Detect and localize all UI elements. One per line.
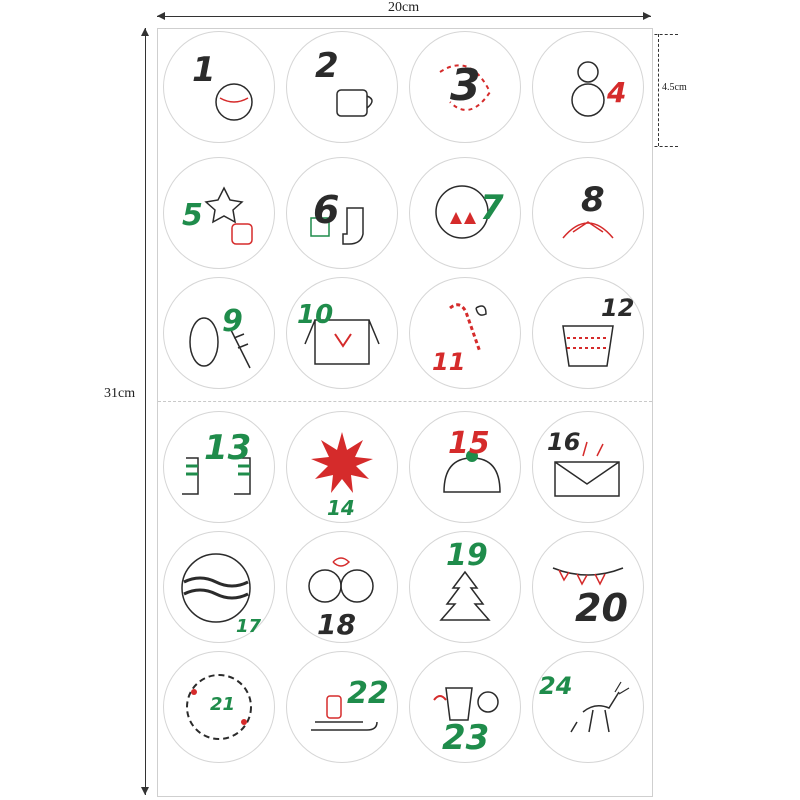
sticker-number: 24 — [539, 672, 573, 700]
sticker-number: 21 — [210, 694, 236, 715]
sticker-number: 8 — [581, 180, 605, 220]
sticker-day-22 — [286, 651, 398, 763]
sticker-illustration-icon — [533, 32, 643, 142]
sticker-number: 5 — [182, 198, 203, 233]
sticker-dim-vertical — [658, 34, 659, 146]
sticker-number: 22 — [347, 676, 389, 711]
sticker-number: 15 — [448, 426, 490, 461]
sticker-number: 19 — [446, 538, 488, 573]
sticker-day-11 — [409, 277, 521, 389]
sticker-day-8 — [532, 157, 644, 269]
height-dimension-line — [145, 28, 146, 795]
sticker-day-4 — [532, 31, 644, 143]
sticker-number: 12 — [601, 294, 635, 322]
sticker-number: 16 — [547, 428, 581, 456]
sticker-number: 14 — [327, 496, 355, 520]
sticker-illustration-icon — [287, 278, 397, 388]
sticker-day-23 — [409, 651, 521, 763]
sticker-sheet — [157, 28, 653, 797]
sticker-number: 1 — [192, 50, 216, 90]
sticker-day-19 — [409, 531, 521, 643]
sticker-illustration-icon — [533, 652, 643, 762]
sticker-day-13 — [163, 411, 275, 523]
width-dimension-line — [157, 16, 651, 17]
sticker-number: 11 — [432, 348, 466, 376]
sticker-day-12 — [532, 277, 644, 389]
sticker-day-10 — [286, 277, 398, 389]
sticker-day-6 — [286, 157, 398, 269]
height-arrow-bottom — [141, 787, 149, 795]
sticker-number: 9 — [222, 304, 243, 339]
width-arrow-left — [157, 12, 165, 20]
sticker-number: 4 — [607, 76, 627, 109]
sticker-number: 20 — [575, 586, 628, 630]
sticker-day-18 — [286, 531, 398, 643]
sticker-day-9 — [163, 277, 275, 389]
sticker-day-14 — [286, 411, 398, 523]
sticker-number: 2 — [315, 46, 339, 86]
sticker-day-15 — [409, 411, 521, 523]
sticker-number: 17 — [236, 616, 262, 637]
sticker-day-24 — [532, 651, 644, 763]
width-arrow-right — [643, 12, 651, 20]
sticker-illustration-icon — [287, 158, 397, 268]
sticker-number: 13 — [204, 428, 252, 468]
sticker-day-20 — [532, 531, 644, 643]
sticker-day-1 — [163, 31, 275, 143]
sheet-fold-line — [158, 401, 652, 402]
sticker-number: 3 — [450, 60, 481, 111]
sticker-illustration-icon — [164, 278, 274, 388]
sticker-day-21 — [163, 651, 275, 763]
height-label: 31cm — [104, 386, 136, 401]
height-arrow-top — [141, 28, 149, 36]
sticker-number: 7 — [480, 188, 504, 228]
sticker-day-5 — [163, 157, 275, 269]
sticker-number: 6 — [313, 188, 340, 232]
sticker-illustration-icon — [164, 32, 274, 142]
sticker-day-16 — [532, 411, 644, 523]
sticker-illustration-icon — [287, 32, 397, 142]
width-label: 20cm — [384, 0, 423, 16]
sticker-day-3 — [409, 31, 521, 143]
sticker-number: 18 — [317, 608, 356, 641]
sticker-day-17 — [163, 531, 275, 643]
sticker-illustration-icon — [164, 158, 274, 268]
sticker-day-7 — [409, 157, 521, 269]
sticker-day-2 — [286, 31, 398, 143]
sticker-size-label: 4.5cm — [662, 82, 687, 93]
sticker-number: 10 — [297, 300, 334, 330]
sticker-number: 23 — [442, 718, 490, 758]
